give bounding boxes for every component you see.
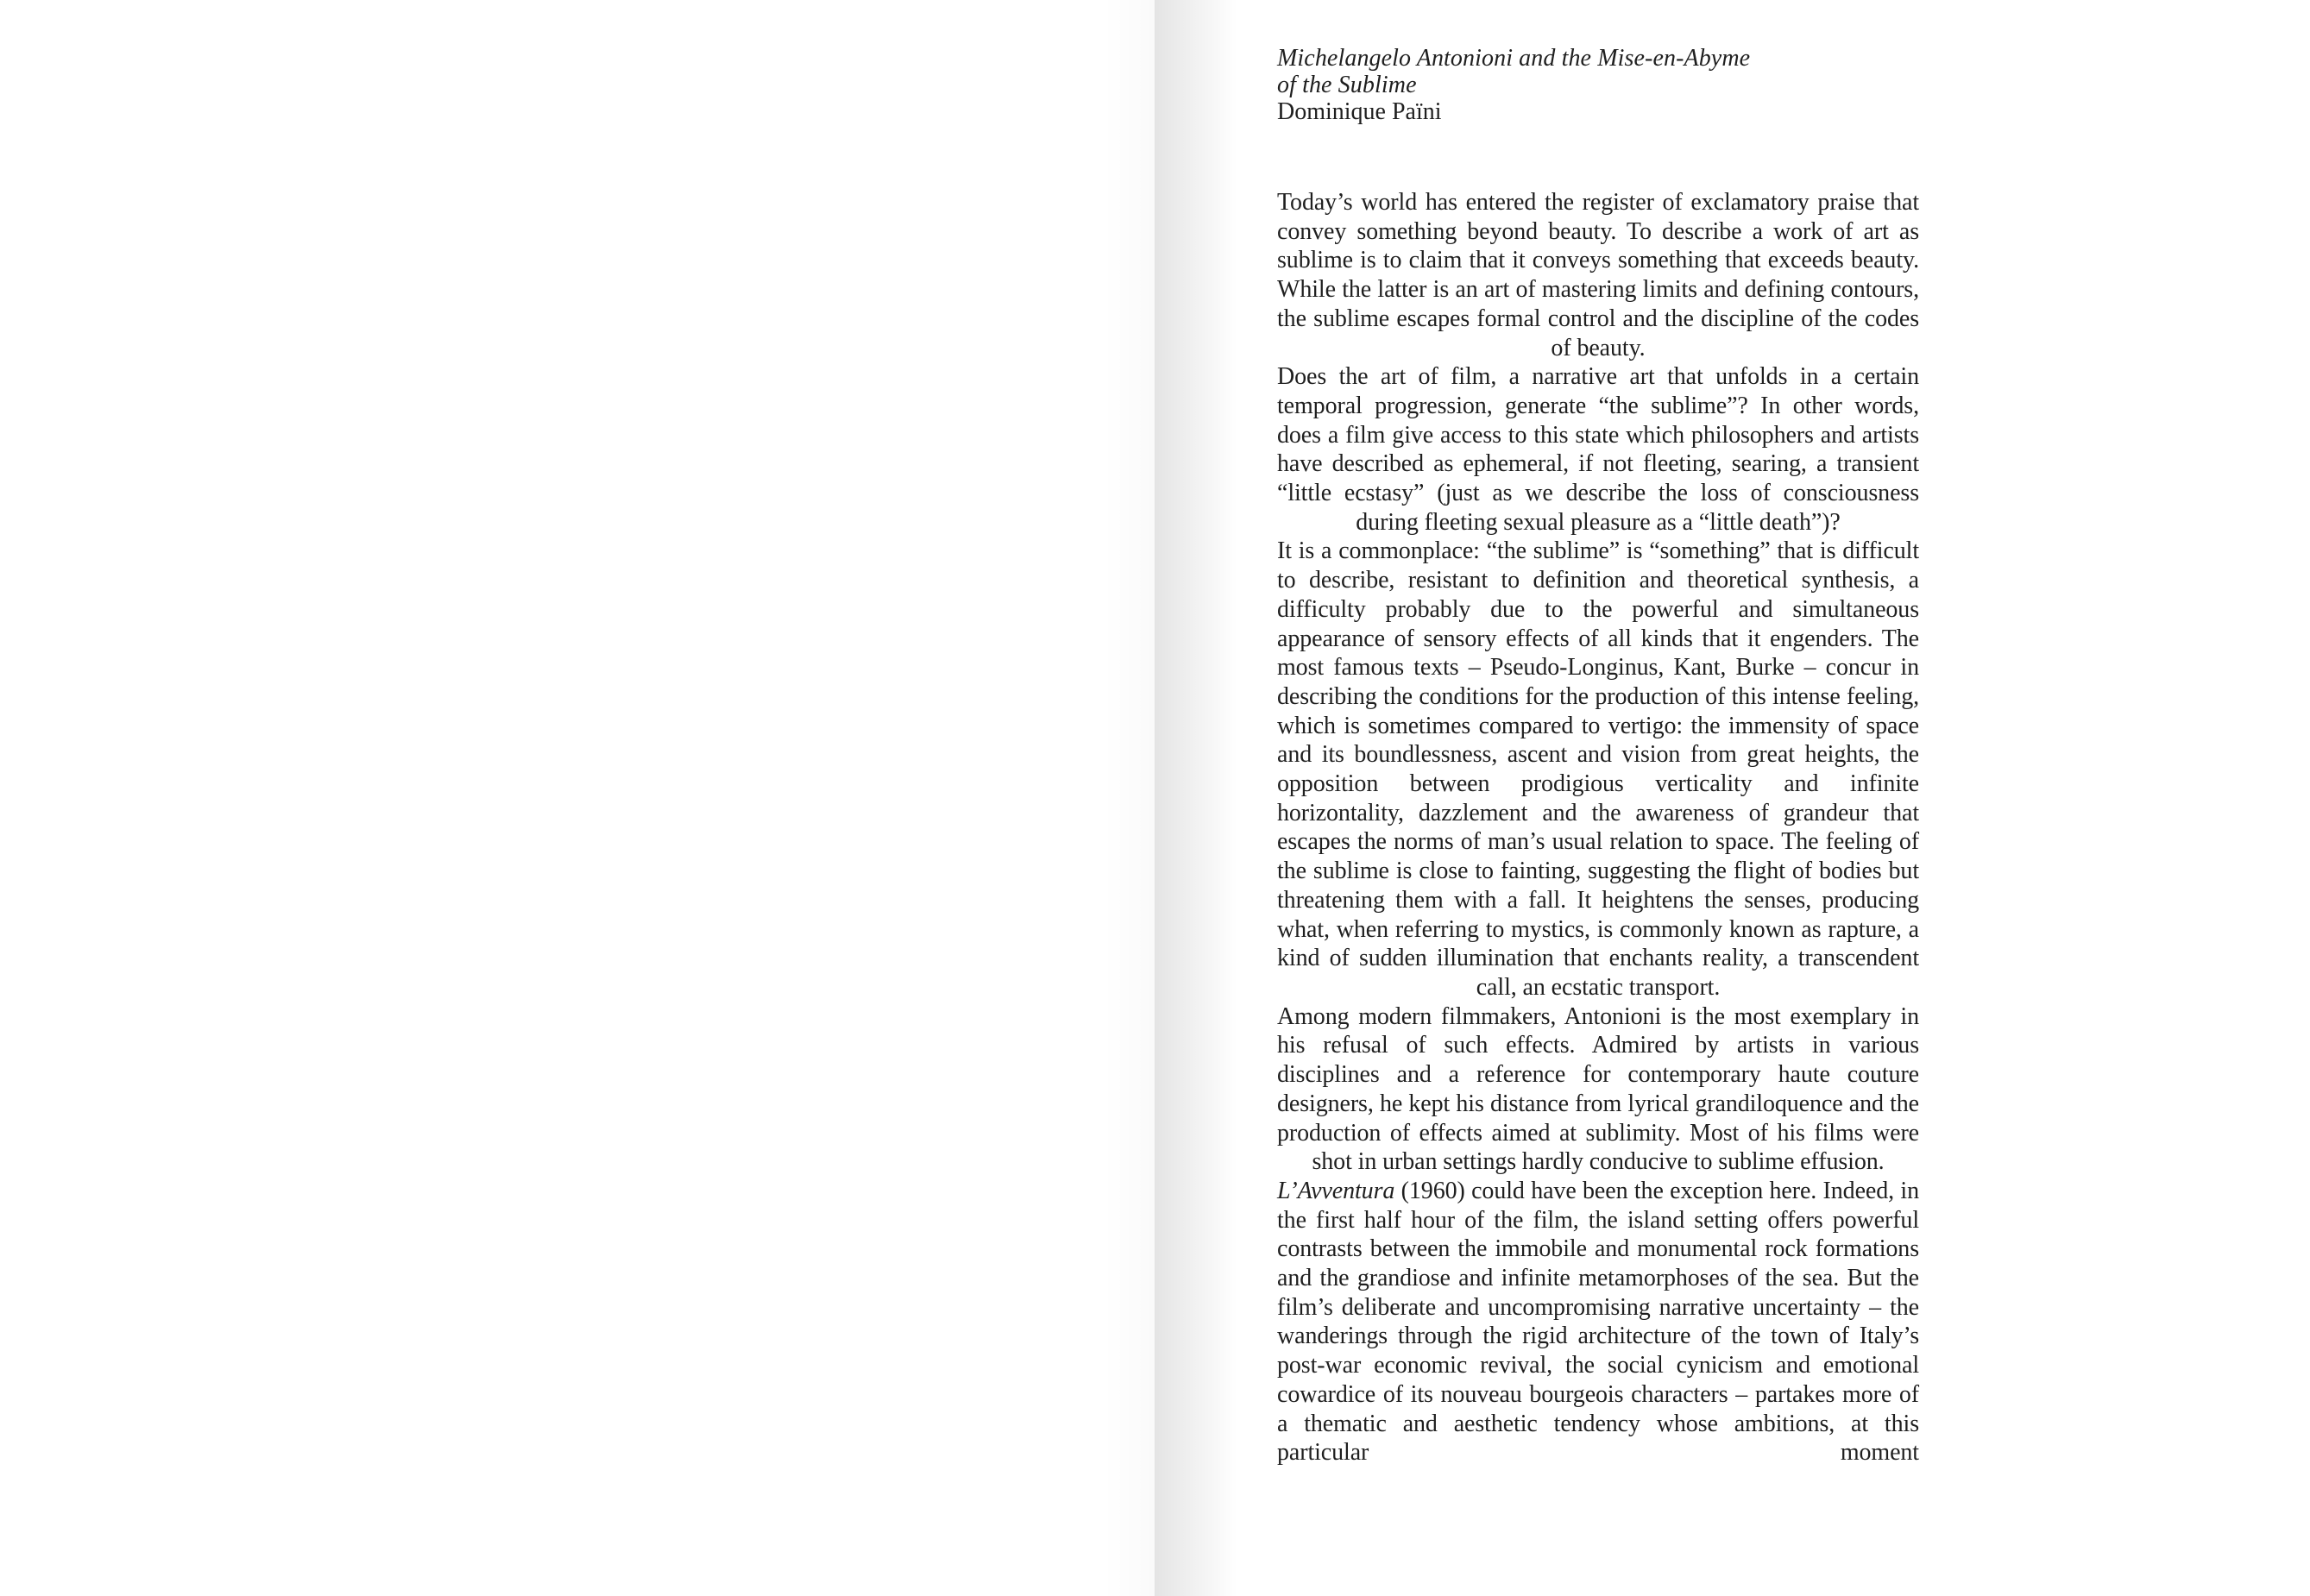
title-line-2: of the Sublime [1277,72,1417,98]
title-line-1: Michelangelo Antonioni and the Mise-en-Abyme [1277,45,1751,72]
right-page [1155,0,2310,1596]
paragraph-3: It is a commonplace: “the sublime” is “something” that is difficult to describe, resistant to definition and theoretical synthesis, a difficulty probably due to the powerful and simultaneous appearance of sensory effects of all kinds that it engenders. The most famous texts – Pseudo-Longinus, Kant, Burke – concur in describing the conditions for the production of this intense feeling, which is sometimes compared to vertigo: the immensity of space and its boundlessness, ascent and vision from great heights, the opposition between prodigious verticality and infinite horizontality, dazzlement and the awareness of grandeur that escapes the norms of man’s usual relation to space. The feeling of the sublime is close to fainting, suggesting the flight of bodies but threatening them with a fall. It heightens the senses, producing what, when referring to mystics, is commonly known as rapture, a kind of sudden illumination that enchants reality, a transcendent call, an ecstatic transport. [1277,537,1919,1001]
paragraph-5-text: (1960) could have been the exception here. Indeed, in the first half hour of the film, the island setting offers powerful contrasts between the immobile and monumental rock formations and the grandiose and infinite metamorphoses of the sea. But the film’s deliberate and uncompromising narrative uncertainty – the wanderings through the rigid architecture of the town of Italy’s post-war economic revival, the social cynicism and emotional cowardice of its nouveau bourgeois characters – partakes more of a thematic and aesthetic tendency whose ambitions, at this particular moment [1277,1177,1919,1467]
article-author: Dominique Païni [1277,98,1442,125]
paragraph-1: Today’s world has entered the register of exclamatory praise that convey something beyond beauty. To describe a work of art as sublime is to claim that it conveys something that exceeds beauty. While the latter is an art of mastering limits and defining contours, the sublime escapes formal control and the discipline of the codes of beauty. [1277,189,1919,361]
paragraph-4: Among modern filmmakers, Antonioni is the most exemplary in his refusal of such effects. Admired by artists in various disciplines and a reference for contemporary haute couture designers, he kept his distance from lyrical grandiloquence and the production of effects aimed at sublimity. Most of his films were shot in urban settings hardly conducive to sublime effusion. [1277,1002,1919,1176]
article-title [1277,45,1921,98]
paragraph-5 [1277,1177,1919,1467]
article-body [1277,188,1919,1467]
gutter-shadow [1155,0,1237,1596]
article-header [1277,45,1921,125]
paragraph-2: Does the art of film, a narrative art that unfolds in a certain temporal progression, generate “the sublime”? In other words, does a film give access to this state which philosophers and artists have described as ephemeral, if not fleeting, searing, a transient “little ecstasy” (just as we describe the loss of consciousness during fleeting sexual pleasure as a “little death”)? [1277,363,1919,536]
left-page-edge-shade [1103,0,1155,1596]
film-title-italic: L’Avventura [1277,1177,1395,1204]
